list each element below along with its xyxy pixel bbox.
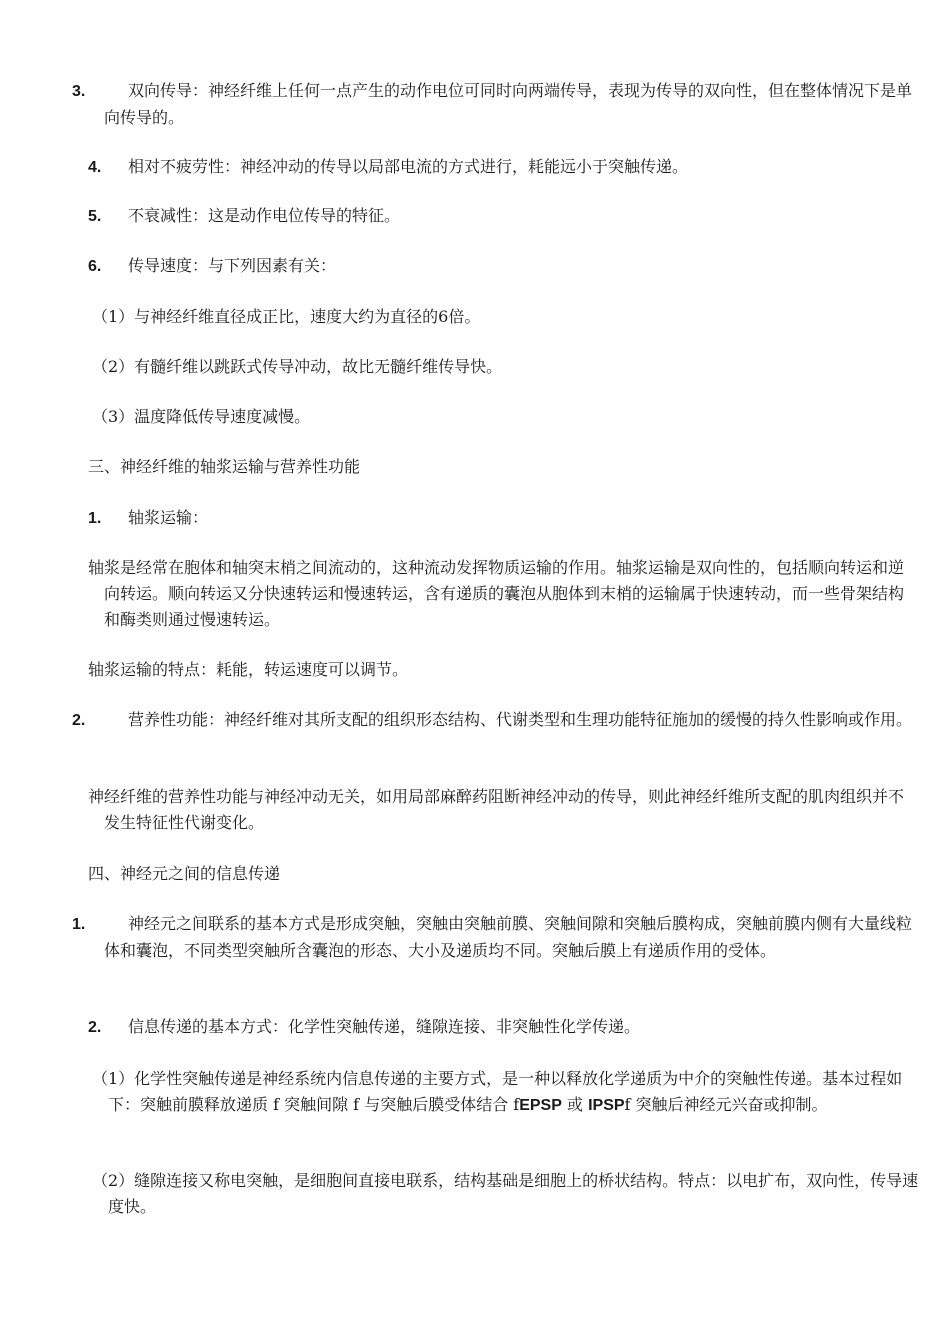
or-connector: 或 xyxy=(561,1095,589,1114)
section-heading-4: 四、神经元之间的信息传递 xyxy=(88,864,281,883)
item-number: 4. xyxy=(88,159,102,176)
section3-paragraph-2: 轴浆运输的特点：耗能，转运速度可以调节。 xyxy=(88,660,409,679)
sub-item-process-end: f 突触后神经元兴奋或抑制。 xyxy=(624,1095,828,1114)
section4-sub-item-2: （2）缝隙连接又称电突触，是细胞间直接电联系，结构基础是细胞上的桥状结构。特点：以电扩布，双向性，传导速度快。 xyxy=(92,1171,919,1216)
section-heading-3: 三、神经纤维的轴浆运输与营养性功能 xyxy=(88,457,361,476)
list-item-4 xyxy=(88,154,898,181)
sub-item-3: （3）温度降低传导速度减慢。 xyxy=(92,407,311,426)
list-item-6 xyxy=(88,253,898,280)
item-number: 1. xyxy=(88,510,102,527)
item-number: 5. xyxy=(88,208,102,225)
section4-item-1 xyxy=(72,911,914,964)
sub-item-text: （1）化学性突触传递是神经系统内信息传递的主要方式，是一种以释放化学递质为中介的突触性传递。 xyxy=(92,1069,823,1088)
item-text: 传导速度：与下列因素有关： xyxy=(128,256,337,275)
item-text: 神经元之间联系的基本方式是形成突触，突触由突触前膜、突触间隙和突触后膜构成，突触前膜内侧有大量线粒体和囊泡，不同类型突触所含囊泡的形态、大小及递质均不同。突触后膜上有递质作用的受体。 xyxy=(104,914,913,960)
section4-item-2 xyxy=(88,1014,898,1041)
item-text: 营养性功能：神经纤维对其所支配的组织形态结构、代谢类型和生理功能特征施加的缓慢的持久性影响或作用。 xyxy=(128,710,913,729)
sub-item-1: （1）与神经纤维直径成正比，速度大约为直径的6倍。 xyxy=(92,307,481,326)
item-text: 相对不疲劳性：神经冲动的传导以局部电流的方式进行，耗能远小于突触传递。 xyxy=(128,157,689,176)
item-number: 2. xyxy=(88,1019,102,1036)
item-text: 不衰减性：这是动作电位传导的特征。 xyxy=(128,206,401,225)
section3-item-2 xyxy=(72,707,914,734)
ipsp-term: IPSP xyxy=(588,1097,625,1114)
item-number: 2. xyxy=(72,712,86,729)
item-text: 轴浆运输： xyxy=(128,508,209,527)
section3-item-1 xyxy=(88,505,898,532)
item-text: 双向传导：神经纤维上任何一点产生的动作电位可同时向两端传导，表现为传导的双向性，但在整体情况下是单向传导的。 xyxy=(104,81,913,127)
epsp-term: EPSP xyxy=(519,1097,562,1114)
section4-sub-item-1 xyxy=(92,1066,928,1119)
sub-item-process-text: 基本过程如下：突触前膜释放递质 f 突触间隙 f 与突触后膜受体结合 f xyxy=(108,1069,903,1114)
section3-paragraph-3: 神经纤维的营养性功能与神经冲动无关，如用局部麻醉药阻断神经冲动的传导，则此神经纤维所支配的肌肉组织并不发生特征性代谢变化。 xyxy=(88,787,905,832)
item-text: 信息传递的基本方式：化学性突触传递，缝隙连接、非突触性化学传递。 xyxy=(128,1017,641,1036)
item-number: 6. xyxy=(88,258,102,275)
item-number: 1. xyxy=(72,916,86,933)
section3-paragraph-1: 轴浆是经常在胞体和轴突末梢之间流动的，这种流动发挥物质运输的作用。轴浆运输是双向性的，包括顺向转运和逆向转运。顺向转运又分快速转运和慢速转运，含有递质的囊泡从胞体到末梢的运输属于快速转动，而一些骨架结构和酶类则通过慢速转运。 xyxy=(88,558,905,629)
sub-item-2: （2）有髓纤维以跳跃式传导冲动，故比无髓纤维传导快。 xyxy=(92,357,503,376)
item-number: 3. xyxy=(72,83,86,100)
list-item-3 xyxy=(72,78,914,131)
list-item-5 xyxy=(88,203,898,230)
